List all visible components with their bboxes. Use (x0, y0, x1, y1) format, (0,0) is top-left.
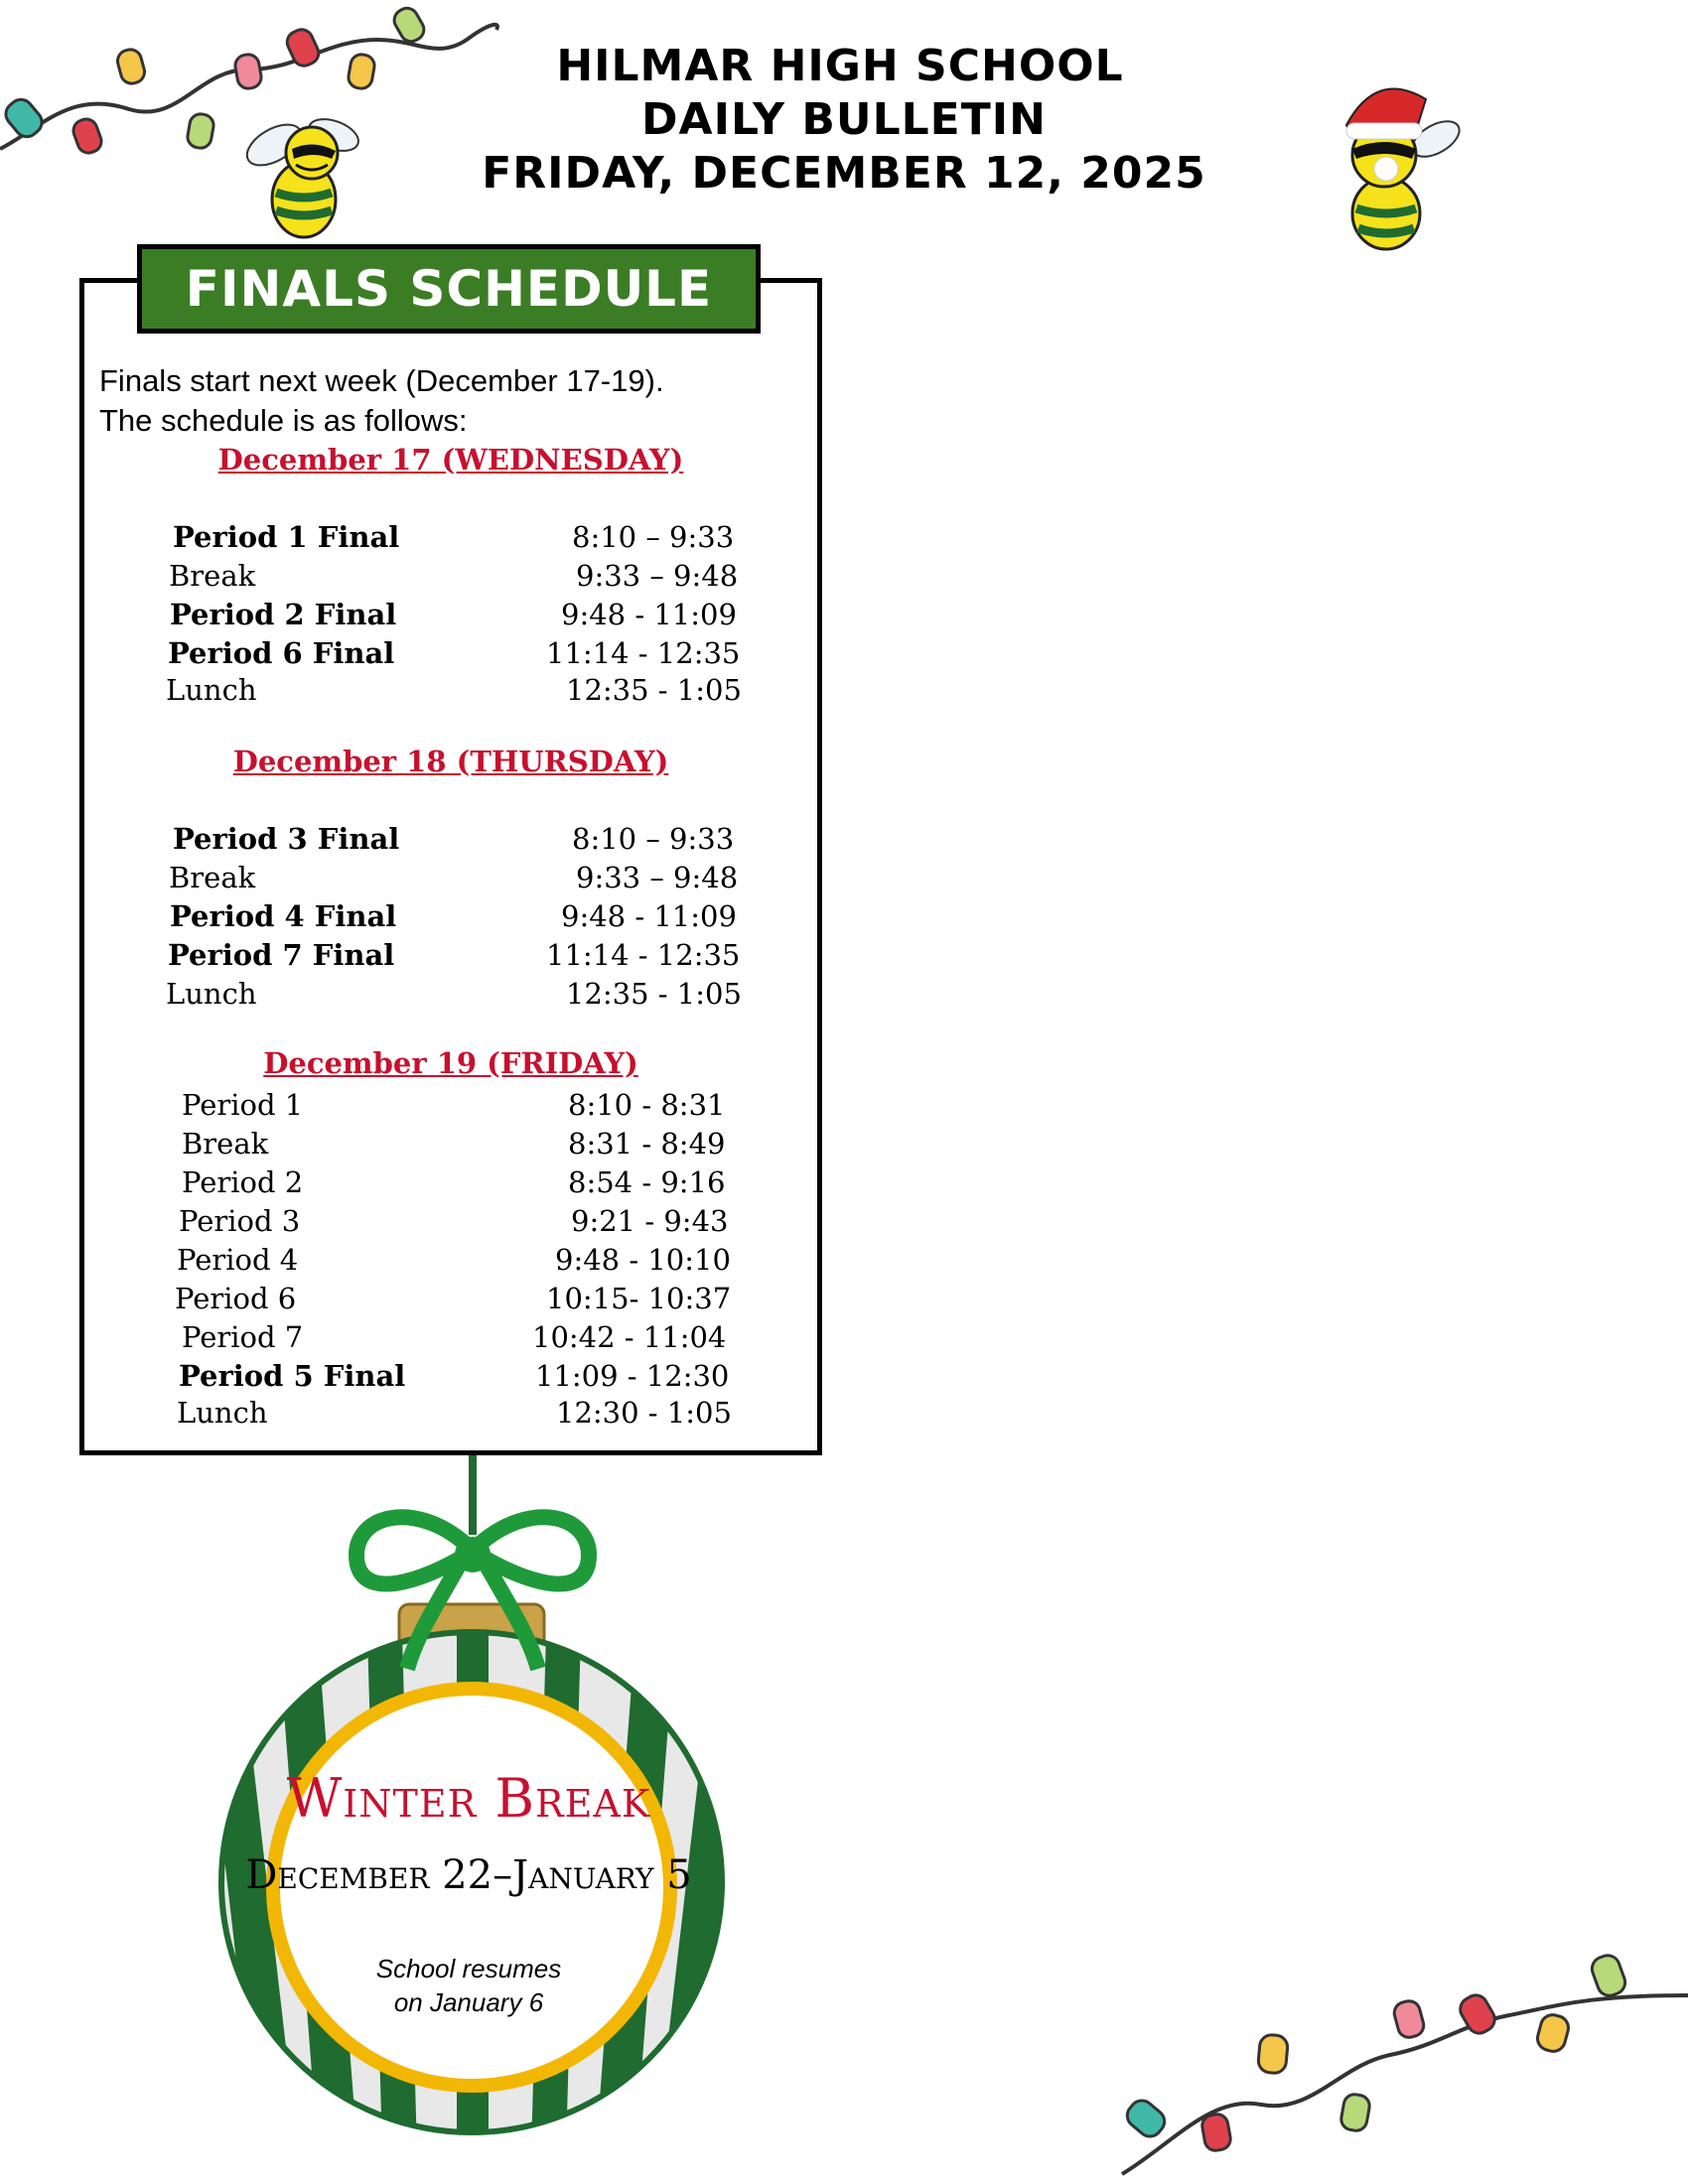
period-time: 12:35 - 1:05 (566, 673, 742, 707)
period-name: Period 3 Final (173, 822, 400, 856)
period-time: 8:10 – 9:33 (572, 520, 735, 554)
day-heading: December 19 (FRIDAY) (263, 1046, 638, 1080)
winter-break-note-line2: on January 6 (393, 1987, 544, 2017)
finals-schedule-banner: FINALS SCHEDULE (137, 244, 761, 334)
bulletin-title: DAILY BULLETIN (641, 94, 1047, 145)
period-name: Period 4 (177, 1243, 299, 1277)
bulletin-date: FRIDAY, DECEMBER 12, 2025 (482, 148, 1206, 199)
winter-break-title: Winter Break (286, 1767, 651, 1830)
period-time: 12:30 - 1:05 (556, 1396, 732, 1430)
period-time: 9:48 - 11:09 (561, 598, 737, 631)
winter-break-note-line1: School resumes (375, 1954, 562, 1983)
period-time: 9:21 - 9:43 (571, 1204, 729, 1238)
period-name: Period 6 (175, 1282, 297, 1315)
period-name: Period 7 (182, 1320, 304, 1354)
period-time: 10:15- 10:37 (546, 1282, 732, 1315)
period-time: 9:33 – 9:48 (576, 559, 739, 593)
period-name: Period 5 Final (179, 1359, 406, 1393)
bulletin-header (0, 40, 1688, 201)
period-name: Lunch (177, 1396, 268, 1430)
christmas-lights-bottom-right (1112, 1946, 1688, 2184)
period-time: 11:14 - 12:35 (546, 938, 741, 972)
period-name: Period 7 Final (168, 938, 395, 972)
period-name: Lunch (166, 977, 257, 1011)
period-name: Period 1 (182, 1088, 304, 1122)
winter-break-dates: December 22–January 5 (245, 1852, 692, 1898)
period-time: 11:09 - 12:30 (535, 1359, 730, 1393)
period-time: 9:48 - 11:09 (561, 899, 737, 933)
period-time: 12:35 - 1:05 (566, 977, 742, 1011)
finals-intro (99, 361, 664, 441)
winter-break-note (220, 1952, 717, 2019)
period-time: 11:14 - 12:35 (546, 636, 741, 670)
period-name: Period 2 (182, 1165, 304, 1199)
period-time: 9:33 – 9:48 (576, 861, 739, 894)
period-time: 8:54 - 9:16 (568, 1165, 726, 1199)
period-time: 8:10 – 9:33 (572, 822, 735, 856)
period-name: Period 2 Final (170, 598, 397, 631)
school-name: HILMAR HIGH SCHOOL (556, 41, 1124, 91)
period-name: Period 3 (179, 1204, 301, 1238)
period-name: Period 6 Final (168, 636, 395, 670)
period-time: 10:42 - 11:04 (532, 1320, 727, 1354)
day-heading: December 17 (WEDNESDAY) (217, 443, 684, 477)
period-name: Break (169, 861, 256, 894)
period-time: 8:31 - 8:49 (568, 1127, 726, 1160)
period-name: Lunch (166, 673, 257, 707)
finals-intro-line2: The schedule is as follows: (99, 403, 468, 438)
day-heading: December 18 (THURSDAY) (232, 745, 669, 778)
period-name: Break (182, 1127, 269, 1160)
period-time: 8:10 - 8:31 (568, 1088, 726, 1122)
period-name: Period 4 Final (170, 899, 397, 933)
period-time: 9:48 - 10:10 (555, 1243, 731, 1277)
period-name: Period 1 Final (173, 520, 400, 554)
period-name: Break (169, 559, 256, 593)
finals-intro-line1: Finals start next week (December 17-19). (99, 363, 664, 398)
